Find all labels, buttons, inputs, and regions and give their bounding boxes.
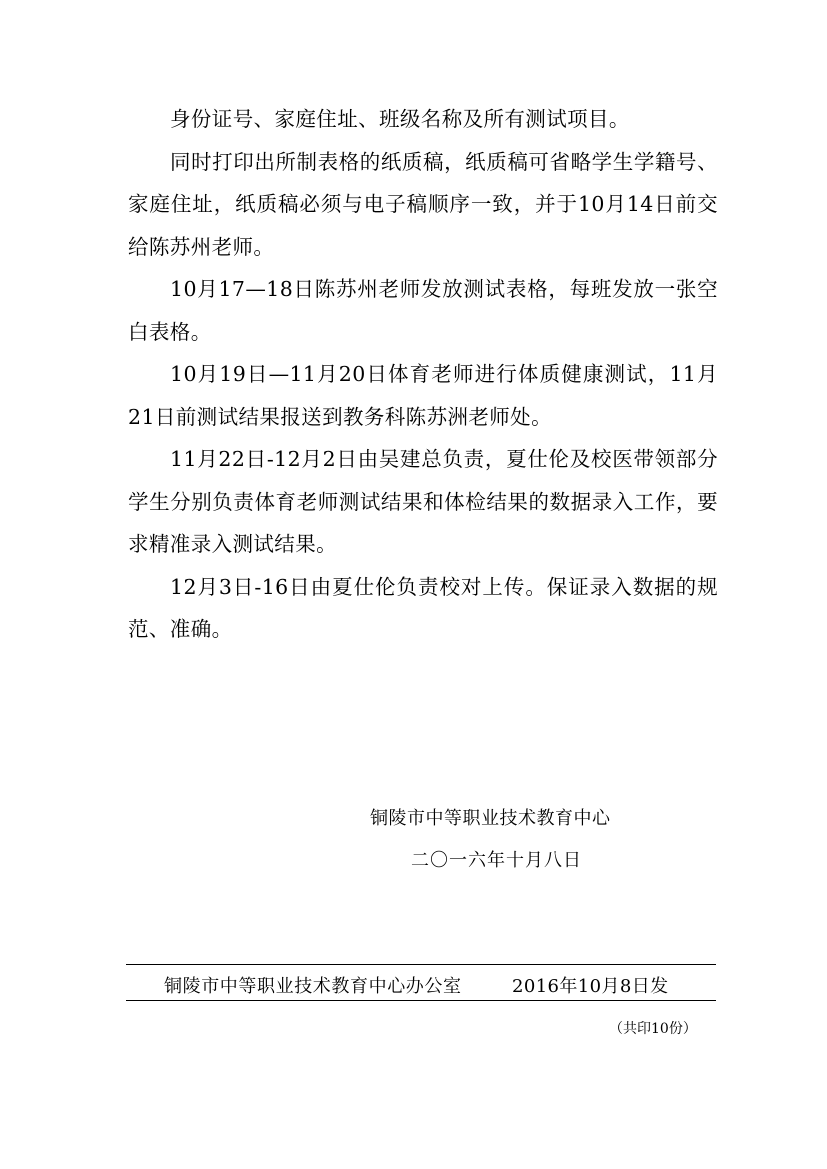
paragraph-4: 10月19日—11月20日体育老师进行体质健康测试，11月21日前测试结果报送到教务科陈苏洲老师处。 xyxy=(128,362,718,429)
signature-organization: 铜陵市中等职业技术教育中心 xyxy=(370,808,611,829)
paragraph-5: 11月22日-12月2日由吴建总负责，夏仕伦及校医带领部分学生分别负责体育老师测试结果和体检结果的数据录入工作，要求精准录入测试结果。 xyxy=(128,447,718,556)
signature-date: 二〇一六年十月八日 xyxy=(411,850,582,871)
paragraph-2: 同时打印出所制表格的纸质稿，纸质稿可省略学生学籍号、家庭住址，纸质稿必须与电子稿顺序一致，并于10月14日前交给陈苏州老师。 xyxy=(128,149,718,259)
footer-top-rule xyxy=(126,964,716,965)
document-body xyxy=(128,98,718,651)
footer-bottom-rule xyxy=(126,1000,716,1001)
paragraph-6: 12月3日-16日由夏仕伦负责校对上传。保证录入数据的规范、准确。 xyxy=(128,574,718,641)
paragraph-3: 10月17—18日陈苏州老师发放测试表格，每班发放一张空白表格。 xyxy=(128,277,718,344)
paragraph-1: 身份证号、家庭住址、班级名称及所有测试项目。 xyxy=(170,107,630,131)
footer-issuer: 铜陵市中等职业技术教育中心办公室 xyxy=(164,976,462,997)
footer-issue-date: 2016年10月8日发 xyxy=(512,976,669,997)
copies-count: （共印10份） xyxy=(609,1021,697,1037)
